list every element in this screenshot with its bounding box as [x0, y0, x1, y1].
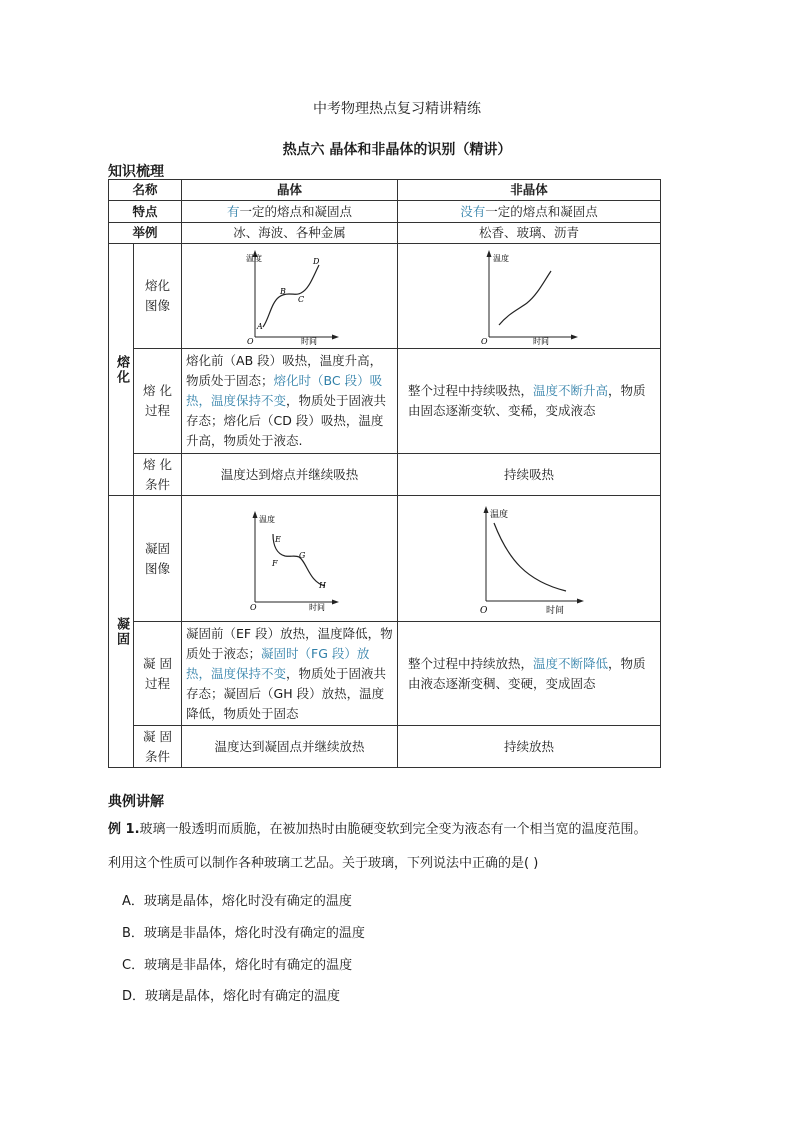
point-g: G	[298, 550, 305, 560]
solidify-graph-label: 凝固图像	[134, 496, 182, 622]
solidify-crystal-graph	[235, 506, 345, 612]
melting-amorphous-process-text2: ，物质由固态逐渐变软、变稀，变成液态	[408, 383, 646, 418]
header-amorphous: 非晶体	[398, 180, 661, 201]
melting-amorphous-graph-cell	[398, 244, 661, 349]
melting-amorphous-origin: O	[481, 337, 488, 345]
section-knowledge: 知识梳理	[108, 164, 164, 180]
solidify-group-cell	[109, 496, 134, 768]
crystal-feature-highlight: 有	[227, 203, 240, 219]
solidify-amorphous-graph-cell	[398, 496, 661, 622]
solidify-crystal-process-text1: 凝固前（EF 段）放热，温度降低，物质处于液态；	[186, 625, 393, 661]
melting-crystal-origin: O	[246, 337, 254, 345]
knowledge-table	[108, 179, 661, 768]
melting-process-label: 熔 化过程	[134, 349, 182, 454]
solidify-crystal-x-label: 时间	[308, 602, 325, 612]
solidify-amorphous-y-label: 温度	[490, 509, 509, 520]
amorphous-feature-highlight: 没有	[460, 203, 486, 219]
solidify-amorphous-process-text2: ，物质由液态逐渐变稠、变硬，变成固态	[408, 655, 646, 691]
option-d[interactable]: D．玻璃是晶体，熔化时有确定的温度	[122, 989, 341, 1004]
solidify-crystal-y-label: 温度	[258, 514, 275, 524]
solidify-amorphous-process-highlight: 温度不断降低	[533, 655, 609, 671]
solidify-condition-label: 凝 固条件	[134, 726, 182, 768]
point-f: F	[271, 558, 278, 568]
point-b: B	[279, 287, 286, 296]
amorphous-example: 松香、玻璃、沥青	[398, 223, 661, 244]
row-example-label: 举例	[109, 223, 182, 244]
melting-amorphous-process	[398, 349, 661, 454]
melting-amorphous-condition: 持续吸热	[398, 454, 661, 496]
amorphous-feature-text: 一定的熔点和凝固点	[485, 203, 598, 219]
solidify-process-label: 凝 固过程	[134, 622, 182, 726]
melting-group-cell	[109, 244, 134, 496]
solidify-amorphous-process	[398, 622, 661, 726]
melting-group-label: 熔化	[114, 354, 129, 385]
melting-crystal-graph-cell	[182, 244, 398, 349]
example-number: 例 1.	[108, 822, 140, 837]
solidify-amorphous-x-label: 时间	[546, 605, 565, 616]
solidify-group-label: 凝固	[114, 616, 129, 647]
melting-amorphous-x-label: 时间	[533, 337, 550, 345]
melting-amorphous-y-label: 温度	[493, 254, 510, 263]
melting-amorphous-graph	[469, 247, 589, 345]
point-a: A	[256, 322, 263, 331]
crystal-feature	[182, 201, 398, 223]
point-d: D	[312, 257, 319, 266]
solidify-amorphous-condition: 持续放热	[398, 726, 661, 768]
header-crystal: 晶体	[182, 180, 398, 201]
melting-crystal-y-label: 温度	[245, 254, 262, 263]
melting-crystal-x-label: 时间	[300, 337, 317, 345]
point-e: E	[274, 534, 281, 544]
melting-amorphous-process-highlight: 温度不断升高	[533, 383, 609, 398]
melting-crystal-process	[182, 349, 398, 454]
amorphous-feature	[398, 201, 661, 223]
melting-graph-label: 熔化图像	[134, 244, 182, 349]
melting-condition-label: 熔 化条件	[134, 454, 182, 496]
melting-amorphous-process-text1: 整个过程中持续吸热，	[408, 383, 534, 398]
melting-crystal-process-text1: 熔化前（AB 段）吸热，温度升高，物质处于固态；	[186, 353, 383, 388]
solidify-crystal-condition: 温度达到凝固点并继续放热	[182, 726, 398, 768]
solidify-crystal-origin: O	[249, 602, 257, 612]
solidify-amorphous-process-text1: 整个过程中持续放热，	[408, 655, 534, 671]
solidify-crystal-process-highlight: 凝固时（FG 段）放热，温度保持不变	[186, 645, 370, 681]
solidify-crystal-process-text2: ，物质处于固液共存态；凝固后（GH 段）放热，温度降低，物质处于固态	[186, 665, 387, 721]
crystal-feature-text: 一定的熔点和凝固点	[239, 203, 353, 219]
point-h: H	[318, 580, 326, 590]
melting-crystal-condition: 温度达到熔点并继续吸热	[182, 454, 398, 496]
melting-crystal-process-highlight: 熔化时（BC 段）吸热，温度保持不变	[186, 373, 383, 408]
solidify-crystal-process	[182, 622, 398, 726]
page-header: 中考物理热点复习精讲精练	[313, 101, 481, 117]
crystal-example: 冰、海波、各种金属	[182, 223, 398, 244]
option-a[interactable]: A．玻璃是晶体，熔化时没有确定的温度	[122, 894, 352, 909]
solidify-crystal-graph-cell	[182, 496, 398, 622]
option-c[interactable]: C．玻璃是非晶体，熔化时有确定的温度	[122, 958, 353, 973]
solidify-amorphous-origin: O	[480, 605, 488, 616]
solidify-amorphous-graph	[464, 501, 594, 617]
page-title: 热点六 晶体和非晶体的识别（精讲）	[282, 142, 512, 158]
example-question-part2: 利用这个性质可以制作各种玻璃工艺品。关于玻璃，下列说法中正确的是( )	[108, 856, 539, 871]
melting-crystal-graph	[235, 247, 345, 345]
example-question-part1: 玻璃一般透明而质脆，在被加热时由脆硬变软到完全变为液态有一个相当宽的温度范围。	[139, 822, 647, 837]
melting-crystal-process-text2: ，物质处于固液共存态；熔化后（CD 段）吸热，温度升高，物质处于液态.	[186, 393, 387, 448]
header-name: 名称	[109, 180, 182, 201]
point-c: C	[297, 295, 304, 304]
section-examples: 典例讲解	[108, 794, 164, 810]
row-feature-label: 特点	[109, 201, 182, 223]
option-b[interactable]: B．玻璃是非晶体，熔化时没有确定的温度	[122, 926, 365, 941]
example-line1	[108, 818, 647, 837]
